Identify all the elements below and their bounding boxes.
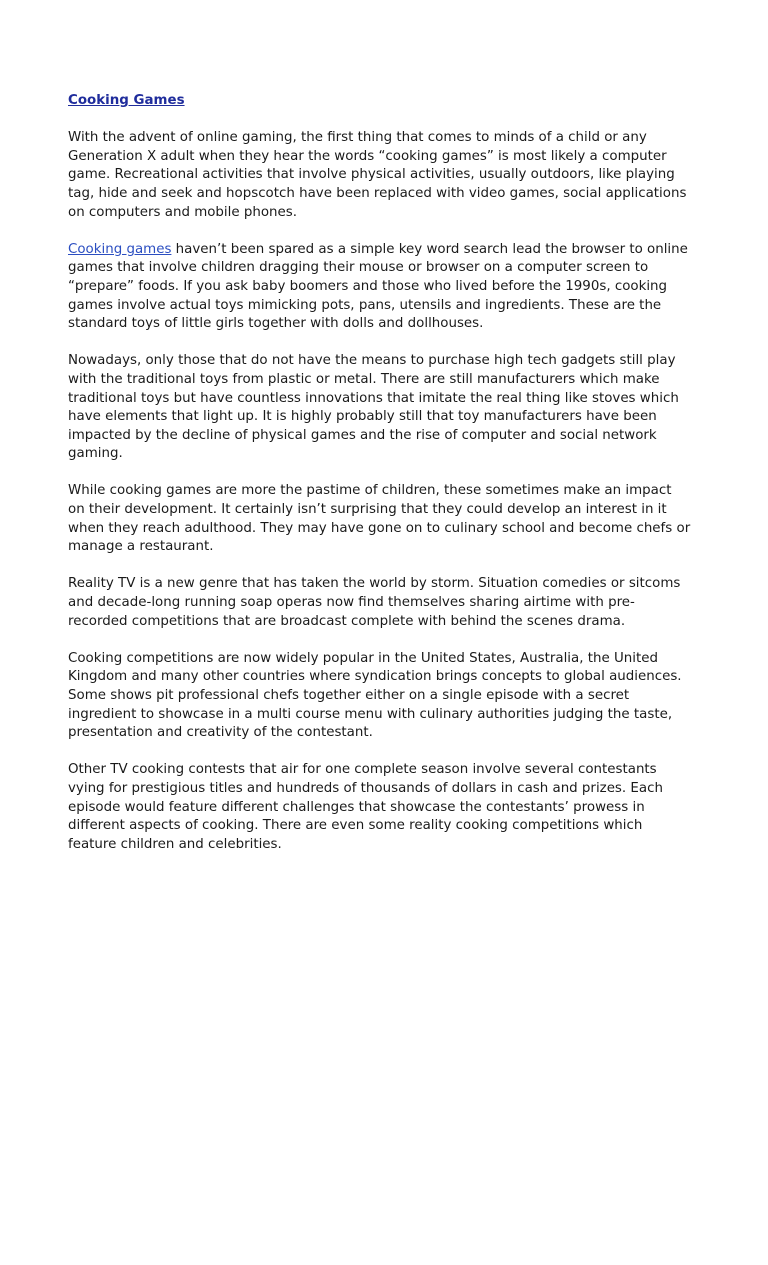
- document-page: [68, 92, 692, 873]
- paragraph-2: [68, 241, 692, 334]
- paragraph-1: With the advent of online gaming, the first thing that comes to minds of a child or any Generation X adult when they hear the words “cooking games” is most likely a computer game. Recreational activities that involve physical activities, usually outdoors, like playing tag, hide and seek and hopscotch have been replaced with video games, social applications on computers and mobile phones.: [68, 130, 687, 220]
- paragraph-3: Nowadays, only those that do not have the means to purchase high tech gadgets still play with the traditional toys from plastic or metal. There are still manufacturers which make traditional toys but have countless innovations that imitate the real thing like stoves which have elements that light up. It is highly probably still that toy manufacturers have been impacted by the decline of physical games and the rise of computer and social network gaming.: [68, 353, 679, 462]
- paragraph-7: Other TV cooking contests that air for one complete season involve several contestants vying for prestigious titles and hundreds of thousands of dollars in cash and prizes. Each episode would feature different challenges that showcase the contestants’ prowess in different aspects of cooking. There are even some reality cooking competitions which feature children and celebrities.: [68, 762, 663, 852]
- cooking-games-link[interactable]: Cooking games: [68, 241, 172, 257]
- title-link[interactable]: Cooking Games: [68, 93, 185, 108]
- paragraph-4: While cooking games are more the pastime of children, these sometimes make an impact on their development. It certainly isn’t surprising that they could develop an interest in it when they reach adulthood. They may have gone on to culinary school and become chefs or manage a restaurant.: [68, 483, 691, 555]
- paragraph-2-text: haven’t been spared as a simple key word search lead the browser to online games that involve children dragging their mouse or browser on a computer screen to “prepare” foods. If you ask baby boomers and those who lived before the 1990s, cooking games involve actual toys mimicking pots, pans, utensils and ingredients. These are the standard toys of little girls together with dolls and dollhouses.: [68, 241, 688, 332]
- document-title: [68, 92, 692, 111]
- paragraph-5: Reality TV is a new genre that has taken the world by storm. Situation comedies or sitcoms and decade-long running soap operas now find themselves sharing airtime with pre-recorded competitions that are broadcast complete with behind the scenes drama.: [68, 576, 681, 629]
- paragraph-6: Cooking competitions are now widely popular in the United States, Australia, the United Kingdom and many other countries where syndication brings concepts to global audiences. Some shows pit professional chefs together either on a single episode with a secret ingredient to showcase in a multi course menu with culinary authorities judging the taste, presentation and creativity of the contestant.: [68, 650, 682, 741]
